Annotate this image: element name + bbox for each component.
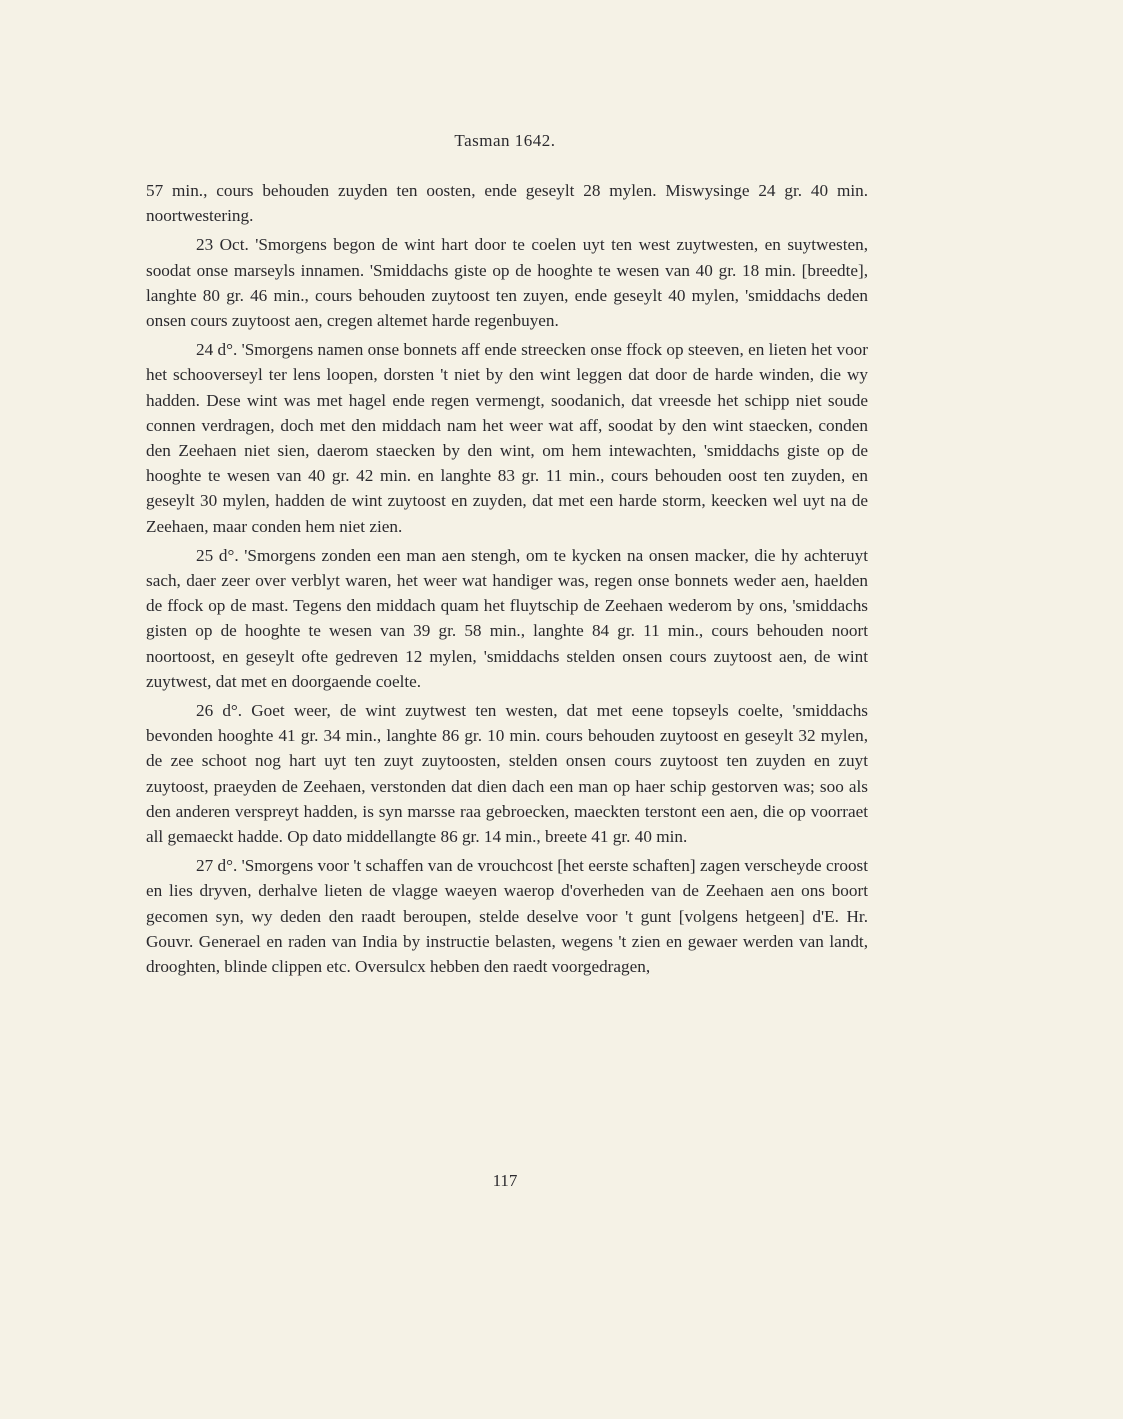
paragraph-4: 25 d°. 'Smorgens zonden een man aen stengh, om te kycken na onsen macker, die hy achteruyt sach, daer zeer over verblyt waren, het weer wat handiger was, regen onse bonnets weder aen, haelden de ffock op de mast. Tegens den middach quam het fluytschip de Zeehaen wederom by ons, 'smiddachs gisten op de hooghte te wesen van 39 gr. 58 min., langhte 84 gr. 11 min., cours behouden noort noortoost, en geseylt ofte gedreven 12 mylen, 'smiddachs stelden onsen cours zuytoost aen, de wint zuytwest, dat met en doorgaende coelte. bbox=[146, 545, 868, 691]
paragraph-6: 27 d°. 'Smorgens voor 't schaffen van de vrouchcost [het eerste schaften] zagen verscheyde croost en lies dryven, derhalve lieten de vlagge waeyen waerop d'overheden van de Zeehaen aen ons boort gecomen syn, wy deden den raadt beroupen, stelde deselve voor 't gunt [volgens hetgeen] d'E. Hr. Gouvr. Generael en raden van India by instructie belasten, wegens 't zien en gewaer werden van landt, drooghten, blinde clippen etc. Oversulcx hebben den raedt voorgedragen, bbox=[146, 856, 868, 977]
running-head: Tasman 1642. bbox=[454, 131, 556, 150]
page-number: 117 bbox=[492, 1171, 518, 1190]
paragraph-1: 57 min., cours behouden zuyden ten oosten, ende geseylt 28 mylen. Miswysinge 24 gr. 40 min. noortwestering. bbox=[146, 181, 868, 226]
paragraph-5: 26 d°. Goet weer, de wint zuytwest ten westen, dat met eene topseyls coelte, 'smiddachs bevonden hooghte 41 gr. 34 min., langhte 86 gr. 10 min. cours behouden zuytoost en geseylt 32 mylen, de zee schoot nog hart uyt ten zuyt zuytoosten, stelden onsen cours zuytoost ten zuyden en zuyt zuytoost, praeyden de Zeehaen, verstonden dat dien dach een man op haer schip gestorven was; soo als den anderen verspreyt hadden, is syn marsse raa gebroecken, maeckten terstont een aen, die op voorraet all gemaeckt hadde. Op dato middellangte 86 gr. 14 min., breete 41 gr. 40 min. bbox=[146, 701, 868, 847]
paragraph-2: 23 Oct. 'Smorgens begon de wint hart door te coelen uyt ten west zuytwesten, en suytwesten, soodat onse marseyls innamen. 'Smiddachs giste op de hooghte te wesen van 40 gr. 18 min. [breedte], langhte 80 gr. 46 min., cours behouden zuytoost ten zuyen, ende geseylt 40 mylen, 'smiddachs deden onsen cours zuytoost aen, cregen altemet harde regenbuyen. bbox=[146, 235, 868, 331]
body-text bbox=[146, 178, 868, 983]
paragraph-3: 24 d°. 'Smorgens namen onse bonnets aff ende streecken onse ffock op steeven, en lieten het voor het schooverseyl ter lens loopen, dorsten 't niet by den wint leggen dat door de harde winden, die wy hadden. Dese wint was met hagel ende regen vermengt, soodanich, dat vreesde het schipp niet soude connen verdragen, doch met den middach nam het weer wat aff, soodat by den wint staecken, conden den Zeehaen niet sien, daerom staecken by den wint, om hem intewachten, 'smiddachs giste op de hooghte te wesen van 40 gr. 42 min. en langhte 83 gr. 11 min., cours behouden oost ten zuyden, en geseylt 30 mylen, hadden de wint zuytoost en zuyden, dat met een harde storm, keecken wel uyt na de Zeehaen, maar conden hem niet zien. bbox=[146, 340, 868, 536]
